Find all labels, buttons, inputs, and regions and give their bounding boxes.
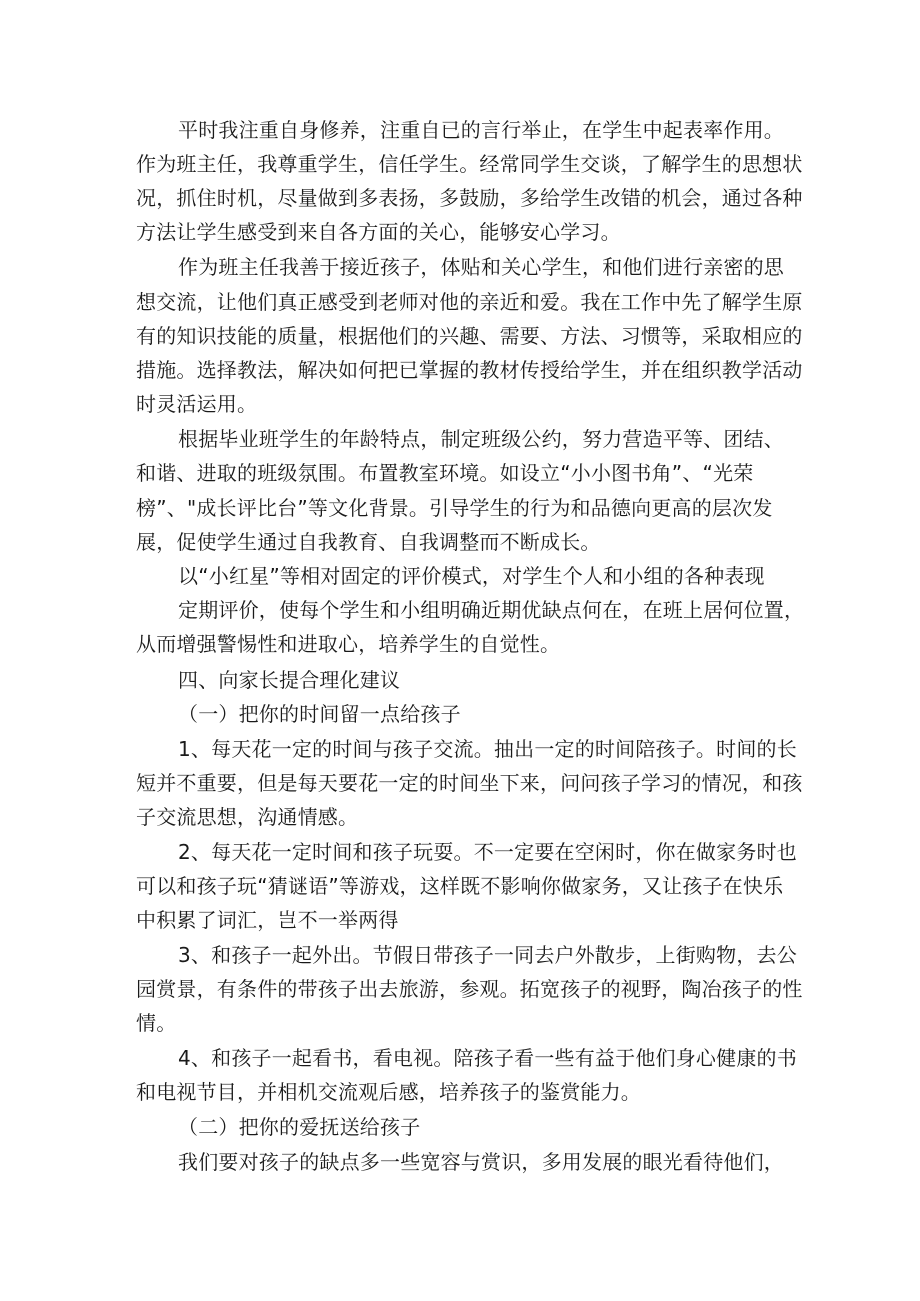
text-line: 榜”、"成长评比台”等文化背景。引导学生的行为和品德向更高的层次发 [136, 496, 773, 520]
text-line: 和电视节目，并相机交流观后感，培养孩子的鉴赏能力。 [136, 1080, 641, 1104]
text-line: 根据毕业班学生的年龄特点，制定班级公约，努力营造平等、团结、 [178, 427, 784, 451]
text-line: 子交流思想，沟通情感。 [136, 805, 359, 829]
section-heading: 四、向家长提合理化建议 [178, 668, 401, 692]
text-line: 时灵活运用。 [136, 392, 258, 416]
text-line: 作为班主任我善于接近孩子，体贴和关心学生，和他们进行亲密的思 [178, 255, 784, 279]
text-line: 2、每天花一定时间和孩子玩耍。不一定要在空闲时，你在做家务时也 [178, 840, 797, 864]
subsection-heading: （一）把你的时间留一点给孩子 [178, 702, 461, 726]
text-line: 措施。选择教法，解决如何把已掌握的教材传授给学生，并在组织教学活动 [136, 358, 803, 382]
text-line: 况，抓住时机，尽量做到多表扬，多鼓励，多给学生改错的机会，通过各种 [136, 186, 803, 210]
text-line: 展，促使学生通过自我教育、自我调整而不断成长。 [136, 530, 601, 554]
text-line: 3、和孩子一起外出。节假日带孩子一同去户外散步，上街购物，去公 [178, 943, 797, 967]
text-line: 和谐、进取的班级氛围。布置教室环境。如设立“小小图书角”、“光荣 [136, 461, 754, 485]
text-line: 定期评价，使每个学生和小组明确近期优缺点何在，在班上居何位置， [178, 598, 805, 622]
text-line: 从而增强警惕性和进取心，培养学生的自觉性。 [136, 632, 561, 656]
text-line: 平时我注重自身修养，注重自已的言行举止，在学生中起表率作用。 [178, 118, 784, 142]
text-line: 我们要对孩子的缺点多一些宽容与赏识，多用发展的眼光看待他们， [178, 1150, 784, 1174]
text-line: 中积累了词汇，岂不一举两得 [136, 908, 399, 932]
text-line: 1、每天花一定的时间与孩子交流。抽出一定的时间陪孩子。时间的长 [178, 737, 797, 761]
subsection-heading: （二）把你的爱抚送给孩子 [178, 1115, 421, 1139]
text-line: 情。 [136, 1011, 177, 1035]
text-line: 4、和孩子一起看书，看电视。陪孩子看一些有益于他们身心健康的书 [178, 1046, 797, 1070]
text-line: 想交流，让他们真正感受到老师对他的亲近和爱。我在工作中先了解学生原 [136, 290, 803, 314]
text-line: 以“小红星”等相对固定的评价模式，对学生个人和小组的各种表现 [178, 564, 765, 588]
text-line: 园赏景，有条件的带孩子出去旅游，参观。拓宽孩子的视野，陶冶孩子的性 [136, 977, 803, 1001]
text-line: 短并不重要，但是每天要花一定的时间坐下来，问问孩子学习的情况，和孩 [136, 771, 803, 795]
text-line: 方法让学生感受到来自各方面的关心，能够安心学习。 [136, 220, 621, 244]
text-line: 有的知识技能的质量，根据他们的兴趣、需要、方法、习惯等，采取相应的 [136, 324, 803, 348]
text-line: 作为班主任，我尊重学生，信任学生。经常同学生交谈，了解学生的思想状 [136, 152, 803, 176]
text-line: 可以和孩子玩“猜谜语”等游戏，这样既不影响你做家务，又让孩子在快乐 [136, 874, 784, 898]
